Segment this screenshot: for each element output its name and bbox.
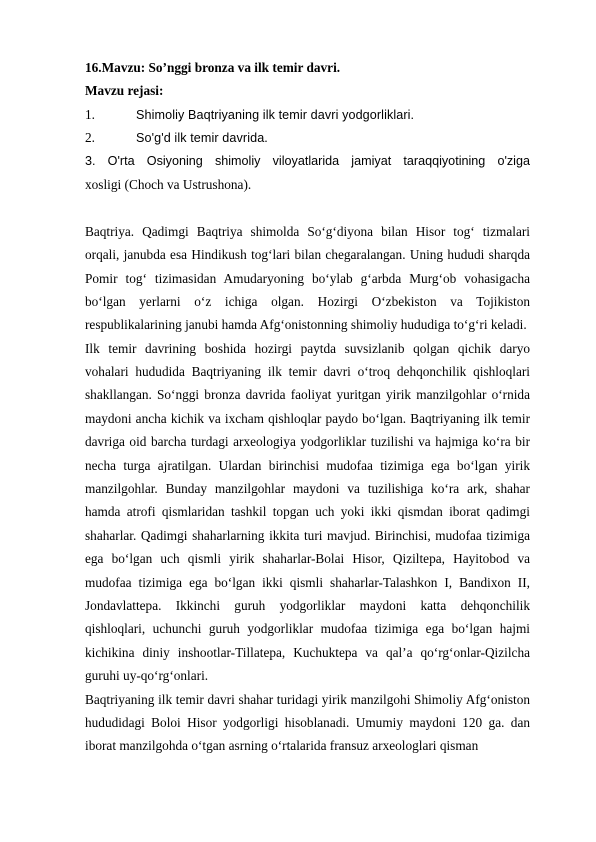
body-line: qishloqlari, uchunchi guruh yodgorliklar mudofaa tizimiga ega bo‘lgan hajmi [85,621,530,637]
body-line: orqali, janubda esa Hindikush tog‘lari bilan chegaralangan. Uning hududi sharqda [85,247,530,263]
topic-heading: 16.Mavzu: So’nggi bronza va ilk temir davri. [85,60,341,75]
body-line: vohalari hududida Baqtriyaning ilk temir davri o‘troq dehqonchilik qishloqlari [85,364,530,380]
body-line: iborat manzilgohda o‘tgan asrning o‘rtalarida fransuz arxeologlari qisman [85,738,479,754]
plan-item-3-line-2: xosligi (Choch va Ustrushona). [85,176,252,192]
body-line: Baqtriya. Qadimgi Baqtriya shimolda So‘g‘diyona bilan Hisor tog‘ tizmalari [85,223,530,239]
blank-line [85,196,530,219]
body-line: kichikina diniy inshootlar-Tillatepa, Kuchuktepa va qal’a qo‘rg‘onlar-Qizilcha [85,644,530,660]
body-line: Jondavlattepa. Ikkinchi guruh yodgorliklar maydoni katta dehqonchilik [85,597,530,613]
plan-item-number: 1. [85,106,95,122]
document-page [85,56,530,758]
plan-item-text: Shimoliy Baqtriyaning ilk temir davri yodgorliklari. [136,107,415,122]
body-line: bo‘lgan yerlarni o‘z ichiga olgan. Hozirgi O‘zbekiston va Tojikiston [85,293,530,309]
plan-item-3-line-1: 3. O'rta Osiyoning shimoliy viloyatlarida jamiyat taraqqiyotining o'ziga [85,153,530,168]
body-line: respublikalarining janubi hamda Afg‘onistonning shimoliy hududiga to‘g‘ri keladi. [85,317,527,333]
body-line: Baqtriyaning ilk temir davri shahar turidagi yirik manzilgohi Shimoliy Afg‘oniston [85,691,530,707]
body-line: necha turga ajratilgan. Ulardan birinchisi mudofaa tizimiga ega bo‘lgan yirik [85,457,530,473]
body-line: Pomir tog‘ tizimasidan Amudaryoning bo‘ylab g‘arbda Murg‘ob vohasigacha [85,270,530,286]
body-line: hamda atrofi qismlaridan tashkil topgan uch yoki ikki qismdan iborat qadimgi [85,504,530,520]
body-line: maydoni ancha kichik va ixcham qishloqlar paydo bo‘lgan. Baqtriyaning ilk temir [85,410,530,426]
plan-item [85,126,530,149]
body-line: mudofaa tizimiga ega bo‘lgan ikki qismli shaharlar-Talashkon I, Bandixon II, [85,574,530,590]
body-line: davriga oid barcha turdagi arxeologiya yodgorliklar tuzilishi va hajmiga ko‘ra bir [85,434,530,450]
body-text [85,220,530,758]
body-line: hududidagi Boloi Hisor yodgorligi hisoblanadi. Umumiy maydoni 120 ga. dan [85,714,530,730]
plan-item [85,103,530,126]
body-line: shakllangan. So‘nggi bronza davrida faoliyat yuritgan yirik manzilgohlar o‘rnida [85,387,530,403]
body-line: manzilgohlar. Bunday manzilgohlar maydoni va tuzilishiga ko‘ra ark, shahar [85,481,530,497]
body-line: shaharlar. Qadimgi shaharlarning ikkita turi mavjud. Birinchisi, mudofaa tizimiga [85,527,530,543]
plan-item-text: So'g'd ilk temir davrida. [136,131,268,146]
body-line: guruhi uy-qo‘rg‘onlari. [85,668,209,684]
plan-item-number: 2. [85,130,95,146]
body-line: ega bo‘lgan uch qismli yirik shaharlar-Bolai Hisor, Qiziltepa, Hayitobod va [85,551,530,567]
body-line: Ilk temir davrining boshida hozirgi paytda suvsizlanib qolgan qichik daryo [85,340,530,356]
plan-title: Mavzu rejasi: [85,83,164,99]
